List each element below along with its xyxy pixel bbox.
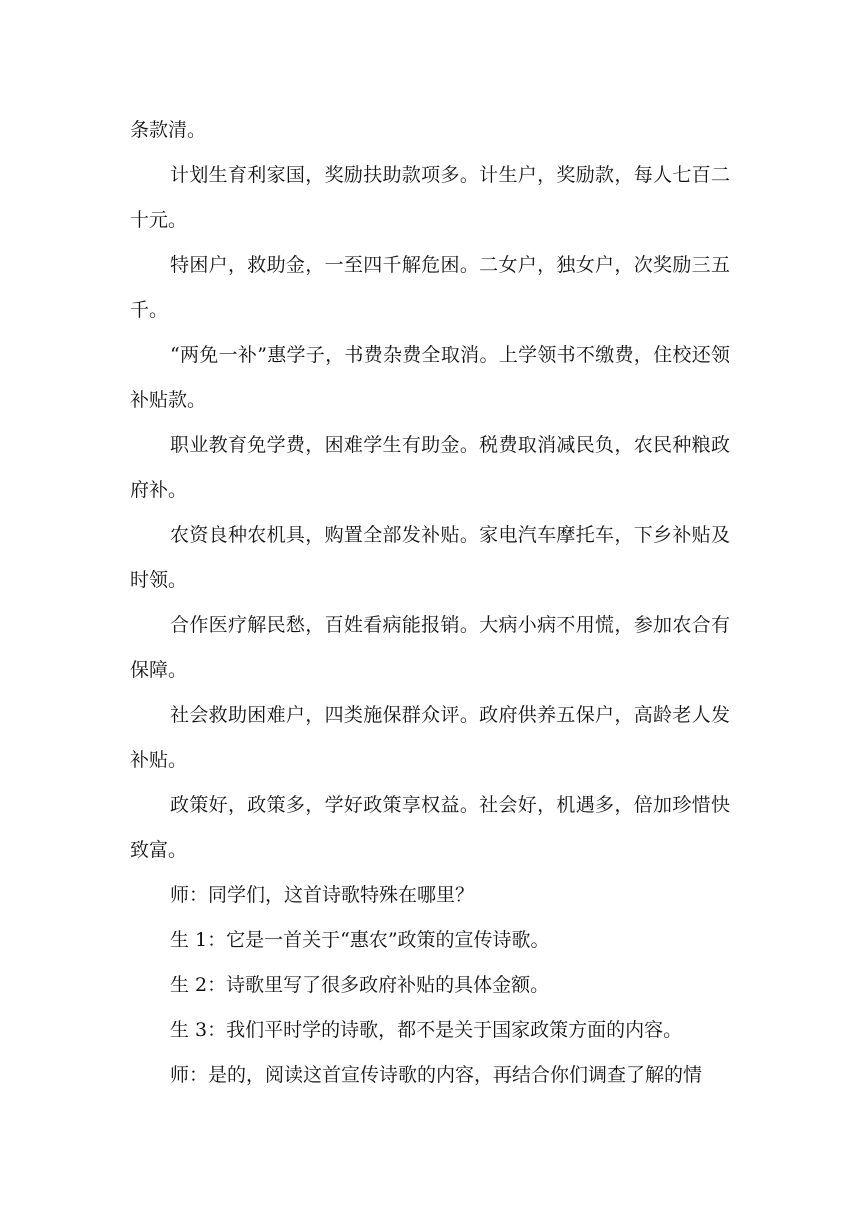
poem-stanza-vocational-education: 职业教育免学费，困难学生有助金。税费取消减民负，农民种粮政府补。	[130, 434, 730, 501]
dialogue-student-2: 生 2：诗歌里写了很多政府补贴的具体金额。	[170, 974, 550, 996]
poem-stanza-social-assistance: 社会救助困难户，四类施保群众评。政府供养五保户，高龄老人发补贴。	[130, 704, 730, 771]
document-body	[130, 108, 730, 1098]
dialogue-student-3: 生 3：我们平时学的诗歌，都不是关于国家政策方面的内容。	[170, 1019, 683, 1041]
poem-stanza-family-planning: 计划生育利家国，奖励扶助款项多。计生户，奖励款，每人七百二十元。	[130, 164, 730, 231]
poem-stanza-conclusion: 政策好，政策多，学好政策享权益。社会好，机遇多，倍加珍惜快致富。	[130, 794, 730, 861]
poem-stanza-medical-care: 合作医疗解民愁，百姓看病能报销。大病小病不用慌，参加农合有保障。	[130, 614, 730, 681]
dialogue-teacher-question: 师：同学们，这首诗歌特殊在哪里？	[170, 884, 475, 906]
poem-stanza-poverty-relief: 特困户，救助金，一至四千解危困。二女户，独女户，次奖励三五千。	[130, 254, 730, 321]
paragraph-continuation: 条款清。	[130, 119, 207, 141]
poem-stanza-agricultural-subsidy: 农资良种农机具，购置全部发补贴。家电汽车摩托车，下乡补贴及时领。	[130, 524, 730, 591]
poem-stanza-education-subsidy: “两免一补”惠学子，书费杂费全取消。上学领书不缴费，住校还领补贴款。	[130, 344, 730, 411]
dialogue-student-1: 生 1：它是一首关于“惠农”政策的宣传诗歌。	[170, 929, 550, 951]
dialogue-teacher-response: 师：是的，阅读这首宣传诗歌的内容，再结合你们调查了解的情	[170, 1064, 703, 1086]
